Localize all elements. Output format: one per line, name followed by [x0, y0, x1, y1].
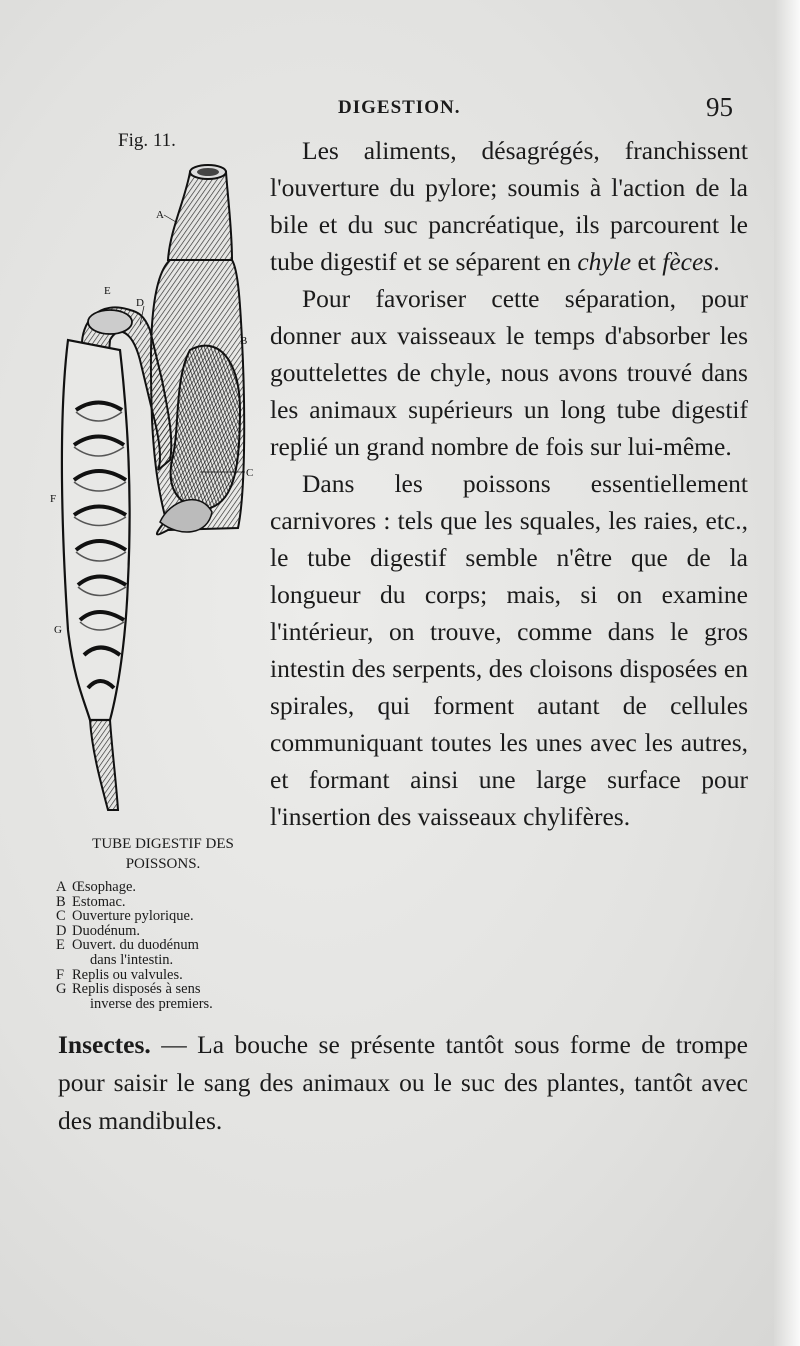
legend-item-continuation: inverse des premiers. — [90, 995, 213, 1012]
point-label-b: B — [240, 335, 248, 347]
figure-label: Fig. 11. — [118, 130, 176, 151]
running-title: DIGESTION. — [338, 97, 461, 118]
legend-item: F Replis ou valvules. — [56, 966, 183, 983]
figure-legend — [56, 880, 276, 1011]
caption-line-2: POISSONS. — [125, 856, 201, 872]
point-label-c: C — [246, 467, 254, 479]
rectum-drawing — [90, 720, 118, 810]
page-edge — [774, 0, 800, 1346]
paragraph-3: Dans les poissons essentiellement carnivores : tels que les squales, les raies, etc., le tube digestif semble n'être que de la longueur du corps; mais, si on examine l'intérieur, on trouve, comme dans le gros intestin des serpents, des cloisons disposées en spirales, qui forment autant de cellules communiquant toutes les unes avec les autres, et formant ainsi une large surface pour l'insertion des vaisseaux chylifères. — [270, 469, 748, 831]
point-label-d: D — [136, 297, 144, 309]
caption-line-1: TUBE DIGESTIF DES — [92, 836, 234, 852]
spiral-intestine-drawing — [62, 340, 130, 720]
paragraph-1: Les aliments, désagrégés, franchissent l'ouverture du pylore; soumis à l'action de la bile et du suc pancréatique, ils parcourent le tube digestif et se séparent en chyle et fèces. — [270, 136, 748, 276]
legend-item: C Ouverture pylorique. — [56, 908, 194, 925]
section-heading-insectes: Insectes. — [58, 1030, 151, 1059]
legend-item: D Duodénum. — [56, 922, 141, 939]
legend-item: G Replis disposés à sens — [56, 981, 201, 998]
full-width-text — [58, 1026, 748, 1140]
paragraph-4: Insectes. — La bouche se présente tantôt sous forme de trompe pour saisir le sang des animaux ou le suc des plantes, tantôt avec des mandibules. — [58, 1030, 748, 1135]
paragraph-2: Pour favoriser cette séparation, pour donner aux vaisseaux le temps d'absorber les gouttelettes de chyle, nous avons trouvé dans les animaux supérieurs un long tube digestif replié un grand nombre de fois sur lui-même. — [270, 284, 748, 461]
digestive-tube-illustration — [40, 160, 270, 830]
legend-item: E Ouvert. du duodénum — [56, 937, 199, 954]
page-number: 95 — [706, 92, 733, 122]
oesophagus-drawing — [168, 165, 232, 260]
legend-item: B Estomac. — [56, 893, 126, 910]
legend-item: A Œsophage. — [56, 879, 137, 895]
figure-caption — [58, 834, 268, 874]
legend-item-continuation: dans l'intestin. — [90, 951, 174, 968]
column-text — [270, 132, 748, 835]
point-label-a: A — [156, 209, 164, 221]
point-label-e: E — [104, 285, 111, 297]
point-label-f: F — [50, 493, 57, 505]
point-label-g: G — [54, 624, 62, 636]
